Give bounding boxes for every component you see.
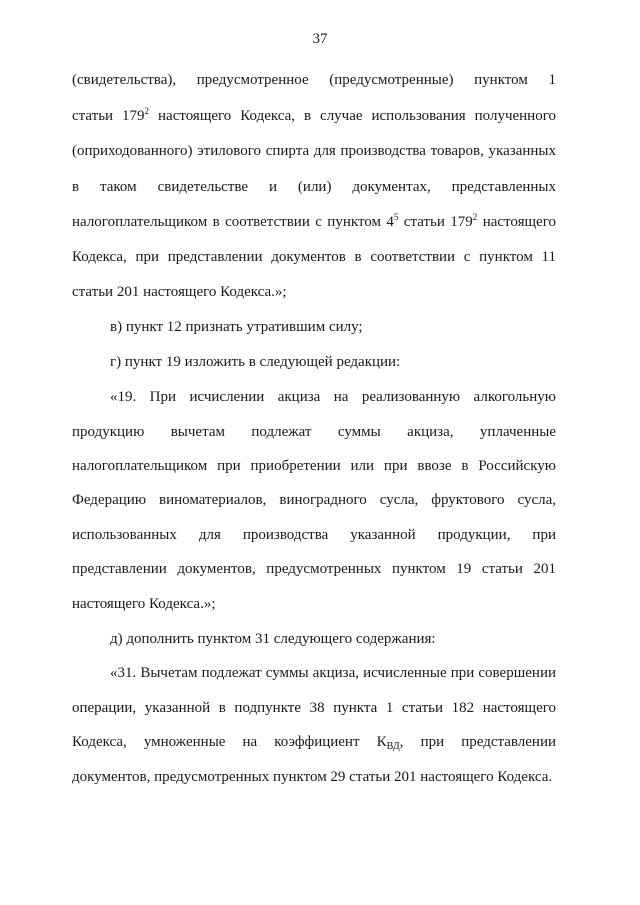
text-line-2 bbox=[72, 107, 556, 125]
text-line-21: документов, предусмотренных пунктом 29 статьи 201 настоящего Кодекса. bbox=[72, 769, 553, 785]
superscript: 2 bbox=[472, 212, 478, 222]
text-run: , при представлении bbox=[399, 734, 556, 750]
text-line-11: продукцию вычетам подлежат суммы акциза, уплаченные bbox=[72, 424, 556, 440]
text-line-1: (свидетельства), предусмотренное (предусмотренные) пунктом 1 bbox=[72, 72, 556, 88]
text-line-5 bbox=[72, 213, 556, 231]
text-line-19: операции, указанной в подпункте 38 пункта 1 статьи 182 настоящего bbox=[72, 700, 556, 716]
text-line-12: налогоплательщиком при приобретении или при ввозе в Российскую bbox=[72, 458, 556, 474]
text-run: налогоплательщиком в соответствии с пунктом 4 bbox=[72, 214, 394, 230]
text-run: настоящего Кодекса, в случае использования полученного bbox=[149, 108, 556, 124]
text-line-13: Федерацию виноматериалов, виноградного сусла, фруктового сусла, bbox=[72, 492, 556, 508]
text-line-18: «31. Вычетам подлежат суммы акциза, исчисленные при совершении bbox=[110, 665, 556, 681]
superscript: 2 bbox=[144, 106, 150, 116]
text-line-4: в таком свидетельстве и (или) документах, представленных bbox=[72, 179, 556, 195]
text-line-7: статьи 201 настоящего Кодекса.»; bbox=[72, 284, 287, 300]
text-run: статьи 179 bbox=[398, 214, 473, 230]
superscript: 5 bbox=[393, 212, 399, 222]
text-line-6: Кодекса, при представлении документов в соответствии с пунктом 11 bbox=[72, 249, 556, 265]
text-line-17: д) дополнить пунктом 31 следующего содержания: bbox=[110, 631, 436, 647]
text-line-10: «19. При исчислении акциза на реализованную алкогольную bbox=[110, 389, 556, 405]
text-line-14: использованных для производства указанной продукции, при bbox=[72, 527, 556, 543]
text-run: настоящего bbox=[477, 214, 556, 230]
text-line-20 bbox=[72, 733, 556, 751]
text-line-15: представлении документов, предусмотренных пунктом 19 статьи 201 bbox=[72, 561, 556, 577]
text-line-9: г) пункт 19 изложить в следующей редакции: bbox=[110, 354, 401, 370]
page-number: 37 bbox=[312, 31, 328, 47]
text-run: Кодекса, умноженные на коэффициент К bbox=[72, 734, 387, 750]
subscript: ВД bbox=[386, 741, 400, 752]
text-run: статьи 179 bbox=[72, 108, 145, 124]
text-line-8: в) пункт 12 признать утратившим силу; bbox=[110, 319, 363, 335]
text-line-16: настоящего Кодекса.»; bbox=[72, 596, 216, 612]
text-line-3: (оприходованного) этилового спирта для производства товаров, указанных bbox=[72, 143, 556, 159]
